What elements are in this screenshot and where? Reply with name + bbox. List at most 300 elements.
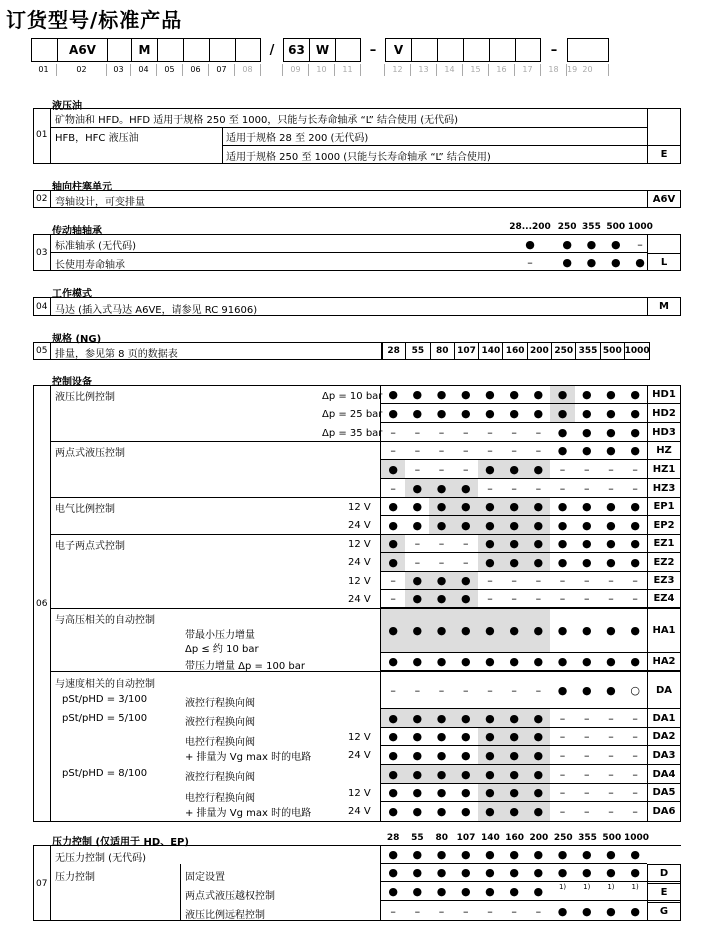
order-code-cell bbox=[235, 38, 261, 62]
control-value-cell: ● bbox=[502, 802, 526, 822]
pressure-value-cell: – bbox=[390, 905, 396, 918]
control-value-cell: ● bbox=[526, 709, 550, 728]
control-value-cell: – bbox=[623, 460, 647, 479]
pressure-value-cell: ● bbox=[381, 864, 405, 882]
order-code-number: 09 bbox=[283, 64, 309, 76]
control-value-cell: ● bbox=[575, 609, 599, 653]
pressure-code: E bbox=[647, 883, 681, 901]
pressure-value-cell: ● bbox=[557, 905, 568, 918]
control-value-cell: – bbox=[575, 590, 599, 608]
control-value-cell: – bbox=[429, 672, 453, 709]
control-value-cell: – bbox=[550, 728, 574, 746]
value-cell: – bbox=[637, 237, 643, 251]
control-value-cell: ● bbox=[429, 572, 453, 590]
section-01-row2b: 适用于规格 250 至 1000 (只能与长寿命轴承 “L” 结合使用) bbox=[226, 152, 491, 163]
control-value-cell: ● bbox=[550, 442, 574, 460]
control-value-cell: ● bbox=[405, 784, 429, 802]
value-cell: ● bbox=[610, 237, 621, 251]
control-value-cell: – bbox=[478, 479, 502, 498]
control-value-cell: – bbox=[599, 460, 623, 479]
control-value-cell: ● bbox=[526, 765, 550, 784]
control-value-cell: ● bbox=[454, 728, 478, 746]
control-value-cell: ● bbox=[502, 728, 526, 746]
control-value-cell: ● bbox=[381, 728, 405, 746]
control-value-cell: ● bbox=[478, 404, 502, 423]
control-value-cell: ● bbox=[623, 609, 647, 653]
control-value-cell: ● bbox=[405, 386, 429, 404]
control-value-cell: – bbox=[550, 590, 574, 608]
control-value-cell: – bbox=[550, 460, 574, 479]
pressure-size-header: 160 bbox=[505, 833, 525, 843]
dp25-label: Δp = 25 bar bbox=[322, 409, 383, 420]
control-value-cell: ● bbox=[478, 498, 502, 516]
control-value-cell: ● bbox=[575, 653, 599, 671]
pressure-size-header: 1000 bbox=[623, 833, 650, 843]
control-value-cell: – bbox=[405, 553, 429, 572]
control-value-cell: – bbox=[599, 784, 623, 802]
order-code-cell: – bbox=[369, 42, 377, 58]
control-value-cell: – bbox=[526, 442, 550, 460]
pressure-value-cell: ● bbox=[502, 864, 526, 882]
order-code-cell: M bbox=[131, 38, 157, 62]
control-code-hz3: HZ3 bbox=[647, 479, 681, 498]
control-value-cell: ● bbox=[502, 553, 526, 572]
control-code-da3: DA3 bbox=[647, 746, 681, 765]
control-value-cell: ● bbox=[478, 784, 502, 802]
pressure-value-cell: ● bbox=[599, 864, 623, 882]
order-code-number: 15 bbox=[463, 64, 489, 76]
order-code-cell bbox=[489, 38, 515, 62]
section-03-row2: 长使用寿命轴承 bbox=[55, 260, 125, 271]
control-value-cell: ● bbox=[550, 672, 574, 709]
control-value-cell: – bbox=[575, 479, 599, 498]
control-value-cell: – bbox=[429, 442, 453, 460]
section-07-col-headers bbox=[381, 833, 648, 843]
dp10-label: Δp = 10 bar bbox=[322, 391, 383, 402]
control-value-cell: ● bbox=[550, 423, 574, 442]
control-value-cell: – bbox=[502, 590, 526, 608]
control-value-cell: ● bbox=[550, 553, 574, 572]
value-cell: – bbox=[527, 255, 533, 269]
control-code-hd2: HD2 bbox=[647, 404, 681, 423]
control-value-cell: ● bbox=[429, 653, 453, 671]
order-code-cell bbox=[335, 38, 361, 62]
control-value-cell: – bbox=[623, 765, 647, 784]
control-value-cell: – bbox=[575, 572, 599, 590]
size-option: 107 bbox=[455, 343, 479, 359]
control-value-cell: ● bbox=[550, 535, 574, 553]
control-value-cell: – bbox=[623, 784, 647, 802]
control-value-cell: – bbox=[550, 709, 574, 728]
control-value-cell: – bbox=[429, 535, 453, 553]
control-value-cell: ● bbox=[405, 404, 429, 423]
order-code-number: 08 bbox=[235, 64, 261, 76]
section-04-text: 马达 (插入式马达 A6VE，请参见 RC 91606) bbox=[55, 305, 258, 316]
section-05-num: 05 bbox=[36, 346, 48, 356]
hz-label: 两点式液压控制 bbox=[55, 448, 125, 459]
pressure-value-cell: ● bbox=[630, 905, 640, 918]
control-value-cell: ● bbox=[599, 442, 623, 460]
control-value-cell: – bbox=[575, 784, 599, 802]
control-value-cell: ● bbox=[405, 516, 429, 535]
pressure-value-cell: 1) bbox=[623, 883, 647, 901]
control-value-cell: – bbox=[575, 746, 599, 765]
order-code-cell bbox=[183, 38, 209, 62]
ez1-12v: 12 V bbox=[348, 539, 371, 550]
code-E-hydraulic-fluid: E bbox=[647, 145, 681, 164]
section-06-heading: 控制设备 bbox=[52, 377, 92, 388]
order-code-number: 07 bbox=[209, 64, 235, 76]
control-value-cell: ○ bbox=[623, 672, 647, 709]
control-value-cell: – bbox=[550, 802, 574, 822]
control-value-cell: – bbox=[550, 784, 574, 802]
control-value-cell: ● bbox=[429, 802, 453, 822]
pressure-value-cell: ● bbox=[454, 883, 478, 901]
size-option: 500 bbox=[601, 343, 625, 359]
control-value-cell: ● bbox=[478, 765, 502, 784]
control-value-cell: ● bbox=[454, 784, 478, 802]
control-value-cell: ● bbox=[502, 386, 526, 404]
da5-12v: 12 V bbox=[348, 788, 371, 799]
control-value-cell: ● bbox=[526, 404, 550, 423]
pressure-size-header: 55 bbox=[411, 833, 424, 843]
control-value-cell: ● bbox=[429, 498, 453, 516]
order-code-number: 04 bbox=[131, 64, 157, 76]
pressure-value-cell: ● bbox=[606, 905, 616, 918]
order-code-cell bbox=[437, 38, 463, 62]
control-value-cell: ● bbox=[599, 423, 623, 442]
control-value-cell: ● bbox=[478, 535, 502, 553]
size-option: 355 bbox=[576, 343, 600, 359]
control-value-cell: ● bbox=[575, 535, 599, 553]
control-value-cell: – bbox=[623, 746, 647, 765]
order-code-cell: – bbox=[550, 42, 558, 58]
control-value-cell: ● bbox=[429, 709, 453, 728]
control-value-cell: ● bbox=[599, 404, 623, 423]
control-value-cell: – bbox=[381, 442, 405, 460]
order-code-cell bbox=[567, 38, 609, 62]
col-28-200: 28...200 bbox=[509, 222, 551, 232]
control-value-cell: – bbox=[550, 479, 574, 498]
control-value-cell: ● bbox=[454, 590, 478, 608]
control-value-cell: ● bbox=[478, 609, 502, 653]
da4-valve: 液控行程换向阀 bbox=[185, 772, 255, 783]
control-value-cell: – bbox=[381, 590, 405, 608]
s07-r2a: 固定设置 bbox=[185, 872, 225, 883]
section-01-heading: 液压油 bbox=[52, 101, 82, 112]
pressure-value-cell: ● bbox=[526, 864, 550, 882]
control-value-cell: ● bbox=[454, 479, 478, 498]
code-M: M bbox=[647, 297, 681, 316]
pressure-value-cell: – bbox=[462, 905, 469, 918]
ha-label: 与高压相关的自动控制 bbox=[55, 615, 155, 626]
da-label: 与速度相关的自动控制 bbox=[55, 679, 155, 690]
pressure-value-cell: ● bbox=[429, 864, 453, 882]
pressure-value-cell: 1) bbox=[599, 883, 623, 901]
section-07-heading: 压力控制 (仅适用于 HD、EP) bbox=[52, 837, 189, 848]
da1-p2: pSt/pHD = 5/100 bbox=[62, 713, 148, 724]
s07-r1: 无压力控制 (无代码) bbox=[55, 853, 146, 864]
control-value-cell: ● bbox=[454, 653, 478, 671]
control-value-cell: ● bbox=[502, 784, 526, 802]
control-value-cell: – bbox=[575, 802, 599, 822]
order-code-cell: A6V bbox=[57, 38, 107, 62]
control-value-cell: ● bbox=[478, 460, 502, 479]
pressure-value-cell: ● bbox=[405, 883, 429, 901]
control-value-cell: ● bbox=[381, 553, 405, 572]
control-value-cell: ● bbox=[381, 802, 405, 822]
control-value-cell: ● bbox=[478, 802, 502, 822]
order-code-cell bbox=[515, 38, 541, 62]
order-code-cell bbox=[411, 38, 437, 62]
control-value-cell: ● bbox=[454, 498, 478, 516]
section-05-heading: 规格 (NG) bbox=[52, 334, 102, 345]
control-value-cell: – bbox=[623, 728, 647, 746]
control-value-cell: – bbox=[478, 672, 502, 709]
control-value-cell: ● bbox=[381, 765, 405, 784]
control-value-cell: – bbox=[575, 460, 599, 479]
control-value-cell: ● bbox=[575, 423, 599, 442]
control-value-cell: ● bbox=[502, 460, 526, 479]
control-value-cell: ● bbox=[623, 386, 647, 404]
value-cell: ● bbox=[525, 237, 535, 251]
pressure-value-cell: ● bbox=[478, 883, 502, 901]
control-value-cell: ● bbox=[454, 516, 478, 535]
control-value-cell: ● bbox=[429, 784, 453, 802]
control-value-cell: ● bbox=[429, 590, 453, 608]
control-value-cell: – bbox=[429, 460, 453, 479]
pressure-value-cell: ● bbox=[550, 846, 574, 864]
order-code-cell: 63 bbox=[283, 38, 309, 62]
ez2-24v: 24 V bbox=[348, 557, 371, 568]
value-cell: ● bbox=[586, 255, 597, 269]
control-value-cell: – bbox=[526, 672, 550, 709]
control-value-cell: ● bbox=[381, 498, 405, 516]
control-code-da5: DA5 bbox=[647, 784, 681, 802]
control-value-cell: – bbox=[599, 709, 623, 728]
control-value-cell: ● bbox=[502, 746, 526, 765]
pressure-value-cell: ● bbox=[454, 846, 478, 864]
control-value-cell: ● bbox=[502, 535, 526, 553]
da56-ev2: + 排量为 Vg max 时的电路 bbox=[185, 808, 312, 819]
ez-label: 电子两点式控制 bbox=[55, 541, 125, 552]
section-01-row2a: 适用于规格 28 至 200 (无代码) bbox=[226, 133, 369, 144]
col-500: 500 bbox=[606, 222, 626, 232]
control-value-cell: – bbox=[478, 590, 502, 608]
size-option: 28 bbox=[382, 343, 406, 359]
pressure-value-cell: ● bbox=[599, 846, 623, 864]
s07-r2: 压力控制 bbox=[55, 872, 95, 883]
pressure-value-cell: ● bbox=[429, 883, 453, 901]
control-code-ez1: EZ1 bbox=[647, 535, 681, 553]
pressure-size-header: 107 bbox=[456, 833, 476, 843]
order-code-cell: / bbox=[269, 42, 275, 58]
pressure-value-cell: ● bbox=[454, 864, 478, 882]
pressure-value-cell: ● bbox=[381, 883, 405, 901]
control-value-cell: ● bbox=[454, 404, 478, 423]
order-code-number: 17 bbox=[515, 64, 541, 76]
control-value-cell: – bbox=[502, 479, 526, 498]
size-option: 200 bbox=[528, 343, 552, 359]
control-value-cell: ● bbox=[502, 609, 526, 653]
page-title: 订货型号/标准产品 bbox=[6, 8, 183, 32]
order-code-number: 13 bbox=[411, 64, 437, 76]
control-value-cell: ● bbox=[599, 553, 623, 572]
pressure-value-cell: ● bbox=[550, 864, 574, 882]
control-value-cell: ● bbox=[623, 498, 647, 516]
control-value-cell: ● bbox=[502, 765, 526, 784]
control-code-ep2: EP2 bbox=[647, 516, 681, 535]
control-value-cell: – bbox=[454, 423, 478, 442]
control-value-cell: – bbox=[526, 479, 550, 498]
control-value-cell: – bbox=[599, 746, 623, 765]
control-value-cell: – bbox=[478, 572, 502, 590]
section-03-heading: 传动轴轴承 bbox=[52, 226, 102, 237]
control-value-cell: ● bbox=[599, 653, 623, 671]
size-selector bbox=[381, 342, 650, 360]
pressure-size-header: 355 bbox=[578, 833, 597, 843]
control-value-cell: – bbox=[623, 572, 647, 590]
control-value-cell: ● bbox=[502, 653, 526, 671]
control-value-cell: ● bbox=[405, 479, 429, 498]
control-value-cell: ● bbox=[405, 802, 429, 822]
control-value-cell: ● bbox=[405, 728, 429, 746]
control-value-cell: ● bbox=[575, 404, 599, 423]
section-03-row2-values bbox=[505, 253, 652, 271]
control-value-cell: – bbox=[429, 423, 453, 442]
control-value-cell: ● bbox=[502, 404, 526, 423]
pressure-value-cell: 1) bbox=[550, 883, 574, 901]
order-code-number bbox=[261, 64, 283, 76]
control-code-ha1: HA1 bbox=[647, 609, 681, 653]
control-value-cell: – bbox=[502, 423, 526, 442]
control-value-cell: ● bbox=[405, 653, 429, 671]
order-code-cell: W bbox=[309, 38, 335, 62]
control-value-cell: – bbox=[454, 460, 478, 479]
control-value-cell: ● bbox=[526, 784, 550, 802]
da2-12v: 12 V bbox=[348, 732, 371, 743]
pressure-value-cell: ● bbox=[526, 883, 550, 901]
control-value-cell: ● bbox=[502, 709, 526, 728]
size-option: 140 bbox=[479, 343, 503, 359]
control-value-cell: – bbox=[454, 553, 478, 572]
control-value-cell: ● bbox=[429, 479, 453, 498]
control-value-cell: ● bbox=[405, 572, 429, 590]
control-value-cell: ● bbox=[405, 498, 429, 516]
size-option: 160 bbox=[503, 343, 527, 359]
control-value-cell: ● bbox=[526, 535, 550, 553]
code-L: L bbox=[647, 253, 681, 271]
control-value-cell: ● bbox=[623, 516, 647, 535]
order-code-cell bbox=[31, 38, 57, 62]
control-value-cell: ● bbox=[381, 516, 405, 535]
pressure-value-cell: ● bbox=[623, 864, 647, 882]
control-value-cell: ● bbox=[526, 386, 550, 404]
pressure-value-cell: ● bbox=[623, 846, 647, 864]
pressure-code: D bbox=[647, 864, 681, 882]
pressure-size-header: 500 bbox=[602, 833, 622, 843]
control-value-cell: – bbox=[405, 535, 429, 553]
control-value-cell: ● bbox=[454, 609, 478, 653]
ha1-label-b: Δp ≤ 约 10 bar bbox=[185, 644, 259, 655]
control-value-cell: ● bbox=[526, 460, 550, 479]
control-value-cell: – bbox=[575, 709, 599, 728]
control-value-cell: ● bbox=[526, 653, 550, 671]
order-code-number: 01 bbox=[31, 64, 57, 76]
control-code-ha2: HA2 bbox=[647, 653, 681, 671]
control-value-cell: – bbox=[478, 423, 502, 442]
control-value-cell: ● bbox=[599, 535, 623, 553]
control-value-cell: ● bbox=[405, 609, 429, 653]
section-05-text: 排量，参见第 8 页的数据表 bbox=[55, 349, 178, 360]
control-value-cell: – bbox=[550, 765, 574, 784]
control-code-hd1: HD1 bbox=[647, 386, 681, 404]
control-value-cell: ● bbox=[405, 746, 429, 765]
pressure-value-cell: ● bbox=[381, 846, 405, 864]
pressure-size-header: 80 bbox=[435, 833, 448, 843]
section-03-row1-values bbox=[505, 235, 652, 253]
order-code-number: 12 bbox=[385, 64, 411, 76]
control-value-cell: ● bbox=[550, 386, 574, 404]
control-value-cell: – bbox=[623, 479, 647, 498]
control-value-cell: ● bbox=[478, 709, 502, 728]
control-value-cell: ● bbox=[429, 516, 453, 535]
pressure-value-cell: ● bbox=[502, 883, 526, 901]
pressure-value-cell: – bbox=[511, 905, 517, 918]
section-03-num: 03 bbox=[36, 248, 48, 258]
pressure-value-cell: ● bbox=[502, 846, 526, 864]
control-code-ez2: EZ2 bbox=[647, 553, 681, 572]
control-value-cell: ● bbox=[623, 653, 647, 671]
control-value-cell: ● bbox=[478, 553, 502, 572]
da1-valve: 液控行程换向阀 bbox=[185, 717, 255, 728]
da-valve: 液控行程换向阀 bbox=[185, 698, 255, 709]
control-value-cell: – bbox=[405, 442, 429, 460]
col-355: 355 bbox=[582, 222, 601, 232]
control-value-cell: – bbox=[599, 590, 623, 608]
control-value-cell: – bbox=[575, 765, 599, 784]
control-value-cell: ● bbox=[623, 535, 647, 553]
control-value-cell: – bbox=[526, 423, 550, 442]
control-value-cell: ● bbox=[454, 709, 478, 728]
control-value-cell: ● bbox=[381, 386, 405, 404]
order-code-number: 10 bbox=[309, 64, 335, 76]
pressure-value-cell: ● bbox=[478, 846, 502, 864]
section-03-col-headers bbox=[505, 222, 652, 232]
control-value-cell: ● bbox=[550, 609, 574, 653]
control-value-cell: – bbox=[478, 442, 502, 460]
control-value-cell: ● bbox=[454, 386, 478, 404]
control-value-cell: ● bbox=[478, 746, 502, 765]
section-01-num: 01 bbox=[36, 130, 48, 140]
size-option: 55 bbox=[406, 343, 430, 359]
pressure-value-cell: ● bbox=[575, 846, 599, 864]
control-value-cell: ● bbox=[623, 404, 647, 423]
da6-24v: 24 V bbox=[348, 806, 371, 817]
control-value-cell: – bbox=[575, 728, 599, 746]
order-code-cell bbox=[209, 38, 235, 62]
pressure-size-header: 140 bbox=[480, 833, 500, 843]
control-value-cell: – bbox=[599, 479, 623, 498]
order-code-number: 05 bbox=[157, 64, 183, 76]
s07-r2b: 两点式液压越权控制 bbox=[185, 891, 275, 902]
hd-label: 液压比例控制 bbox=[55, 392, 115, 403]
control-value-cell: – bbox=[381, 672, 405, 709]
order-code-row bbox=[31, 38, 609, 64]
control-value-cell: ● bbox=[429, 746, 453, 765]
control-value-cell: ● bbox=[526, 728, 550, 746]
control-value-cell: ● bbox=[599, 498, 623, 516]
